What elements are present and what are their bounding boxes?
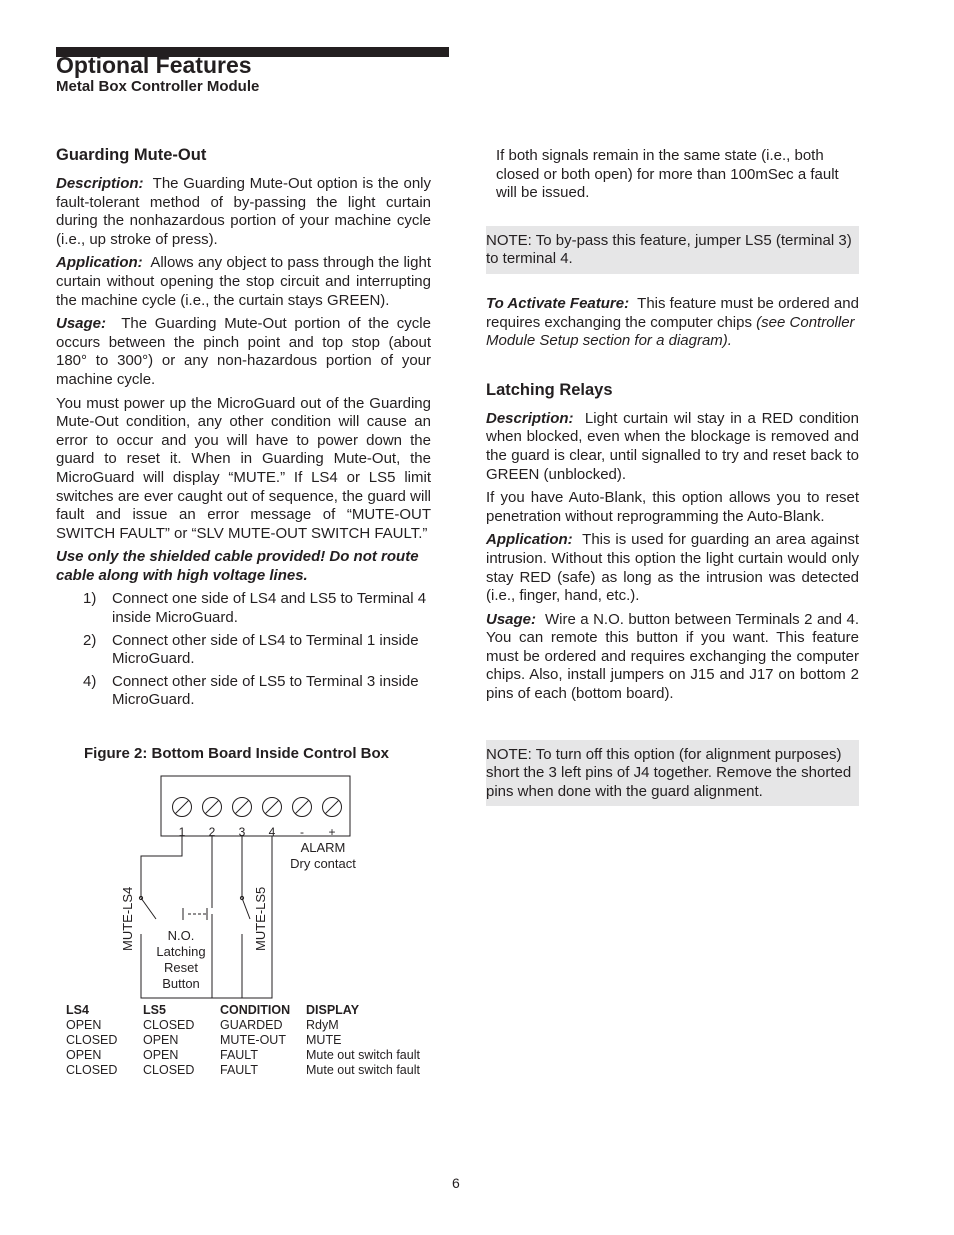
table-header-row bbox=[62, 1003, 424, 1018]
left-column bbox=[56, 144, 431, 714]
application-text: This is used for guarding an area against intrusion. Without this option the light curtain would only stay RED (safe) as long as the intrusion was detected (i.e., finger, hand, etc.). bbox=[486, 531, 859, 605]
screw-terminal-icon bbox=[263, 798, 282, 817]
terminal-label-4: 4 bbox=[268, 825, 276, 839]
right-column bbox=[486, 147, 859, 806]
button-label-line: Reset bbox=[164, 960, 198, 975]
auto-blank-paragraph: If you have Auto-Blank, this option allows you to reset penetration without reprogramming the Auto-Blank. bbox=[486, 489, 859, 525]
description-label: Description: bbox=[486, 409, 574, 427]
column-header: LS5 bbox=[143, 1003, 166, 1017]
activate-feature-paragraph bbox=[486, 295, 859, 351]
section-heading-guarding-mute-out: Guarding Mute-Out bbox=[56, 146, 207, 164]
column-header: DISPLAY bbox=[306, 1003, 360, 1017]
button-label-line: Latching bbox=[156, 944, 206, 959]
list-item bbox=[56, 632, 431, 669]
wiring-diagram bbox=[56, 770, 436, 1010]
latching-application-paragraph bbox=[486, 531, 859, 605]
terminal-label-3: 3 bbox=[238, 825, 246, 839]
application-text: Allows any object to pass through the light curtain without opening the stop circuit and interrupting the machine cycle (i.e., the curtain stays GREEN). bbox=[56, 254, 431, 309]
usage-label: Usage: bbox=[56, 315, 107, 333]
mute-ls5-label: MUTE-LS5 bbox=[253, 886, 268, 951]
page-number: 6 bbox=[452, 1175, 460, 1191]
terminal-block bbox=[161, 776, 350, 836]
alarm-label: ALARM bbox=[300, 840, 346, 855]
table-cell: CLOSED bbox=[66, 1033, 118, 1047]
screw-terminal-icons bbox=[173, 798, 342, 817]
wiring-steps bbox=[56, 590, 431, 710]
step-number: 4) bbox=[83, 672, 97, 690]
column-header: CONDITION bbox=[220, 1003, 291, 1017]
description-paragraph bbox=[56, 175, 431, 249]
page-title: Optional Features bbox=[56, 52, 252, 78]
usage-label: Usage: bbox=[486, 610, 537, 628]
table-cell: OPEN bbox=[143, 1048, 179, 1062]
description-text: Light curtain wil stay in a RED condition when blocked, even when the blockage is removed and the guard is clear, until signalled to try and reset back to GREEN (unblocked). bbox=[486, 409, 859, 483]
screw-terminal-icon bbox=[323, 798, 342, 817]
table-cell: FAULT bbox=[220, 1063, 258, 1077]
step-text: Connect other side of LS4 to Terminal 1 inside MicroGuard. bbox=[112, 631, 419, 668]
bypass-note-text: NOTE: To by-pass this feature, jumper LS5 (terminal 3) to terminal 4. bbox=[486, 231, 852, 268]
table-cell: RdyM bbox=[306, 1018, 339, 1032]
screw-terminal-icon bbox=[173, 798, 192, 817]
alignment-note-text: NOTE: To turn off this option (for alignment purposes) short the 3 left pins of J4 together. Remove the shorted pins when done with the guard alignment. bbox=[486, 745, 852, 800]
bypass-note bbox=[486, 226, 859, 274]
button-label-line: N.O. bbox=[167, 928, 195, 943]
table-row bbox=[62, 1018, 424, 1033]
signal-state-paragraph: If both signals remain in the same state (i.e., both closed or both open) for more than 100mSec a fault will be issued. bbox=[496, 147, 839, 202]
table-cell: Mute out switch fault bbox=[306, 1063, 420, 1077]
activate-text: This feature must be ordered and requires exchanging the computer chips bbox=[486, 294, 859, 331]
application-paragraph bbox=[56, 254, 431, 310]
page-subtitle: Metal Box Controller Module bbox=[56, 78, 260, 95]
latching-usage-paragraph bbox=[486, 611, 859, 704]
application-label: Application: bbox=[486, 531, 573, 549]
power-up-paragraph: You must power up the MicroGuard out of the Guarding Mute-Out condition, any other condition will cause an error to occur and you will have to power down the guard to reset it. When in Guarding Mute-Out, the MicroGuard will display “MUTE.” If LS4 or LS5 limit switches are ever caught out of sequence, the guard will fault and issue an error message of “MUTE-OUT SWITCH FAULT” or “SLV MUTE-OUT SWITCH FAULT.” bbox=[56, 394, 431, 542]
step-number: 2) bbox=[83, 631, 97, 649]
table-row bbox=[62, 1063, 424, 1078]
mute-ls4-label: MUTE-LS4 bbox=[120, 886, 135, 951]
column-header: LS4 bbox=[66, 1003, 89, 1017]
screw-terminal-icon bbox=[203, 798, 222, 817]
activate-label: To Activate Feature: bbox=[486, 294, 630, 312]
figure-caption: Figure 2: Bottom Board Inside Control Box bbox=[84, 745, 390, 762]
step-text: Connect one side of LS4 and LS5 to Terminal 4 inside MicroGuard. bbox=[112, 590, 427, 627]
screw-terminal-icon bbox=[233, 798, 252, 817]
activate-reference: (see Controller Module Setup section for a diagram). bbox=[486, 313, 855, 350]
terminal-label-2: 2 bbox=[208, 825, 216, 839]
alignment-note bbox=[486, 740, 859, 807]
list-item bbox=[56, 590, 431, 627]
switch-state-table bbox=[62, 1003, 424, 1078]
description-text: The Guarding Mute-Out option is the only fault-tolerant method of by-passing the light curtain during the nonhazardous portion of your machine cycle (i.e., up stroke of press). bbox=[56, 175, 431, 248]
section-heading-latching-relays: Latching Relays bbox=[486, 380, 613, 399]
table-cell: OPEN bbox=[66, 1018, 102, 1032]
table-cell: OPEN bbox=[143, 1033, 179, 1047]
description-label: Description: bbox=[56, 175, 144, 192]
usage-text: The Guarding Mute-Out portion of the cycle occurs between the pinch point and top stop (about 180° to 300°) or any non-hazardous portion of your machine cycle. bbox=[56, 315, 431, 388]
latching-description-paragraph bbox=[486, 410, 859, 484]
dry-contact-label: Dry contact bbox=[290, 856, 356, 871]
table-cell: CLOSED bbox=[66, 1063, 118, 1077]
table-row bbox=[62, 1033, 424, 1048]
terminal-label-1: 1 bbox=[178, 825, 186, 839]
usage-text: Wire a N.O. button between Terminals 2 and 4. You can remote this button if you want. This feature must be ordered and requires exchanging the computer chips. Also, install jumpers on J15 and J17 on bottom 2 pins of each (bottom board). bbox=[486, 610, 859, 703]
table-cell: OPEN bbox=[66, 1048, 102, 1062]
table-cell: CLOSED bbox=[143, 1018, 195, 1032]
cable-warning: Use only the shielded cable provided! Do not route cable along with high voltage lines. bbox=[56, 548, 419, 584]
table-cell: FAULT bbox=[220, 1048, 258, 1062]
table-cell: MUTE-OUT bbox=[220, 1033, 286, 1047]
table-cell: CLOSED bbox=[143, 1063, 195, 1077]
step-text: Connect other side of LS5 to Terminal 3 inside MicroGuard. bbox=[112, 672, 419, 709]
terminal-label-minus: - bbox=[300, 825, 304, 839]
button-label-line: Button bbox=[162, 976, 200, 991]
terminal-label-plus: + bbox=[328, 825, 336, 839]
table-cell: Mute out switch fault bbox=[306, 1048, 420, 1062]
usage-paragraph bbox=[56, 315, 431, 389]
table-row bbox=[62, 1048, 424, 1063]
list-item bbox=[56, 673, 431, 710]
step-number: 1) bbox=[83, 590, 97, 608]
application-label: Application: bbox=[56, 254, 143, 272]
screw-terminal-icon bbox=[293, 798, 312, 817]
table-cell: MUTE bbox=[306, 1033, 342, 1047]
table-cell: GUARDED bbox=[220, 1018, 283, 1032]
